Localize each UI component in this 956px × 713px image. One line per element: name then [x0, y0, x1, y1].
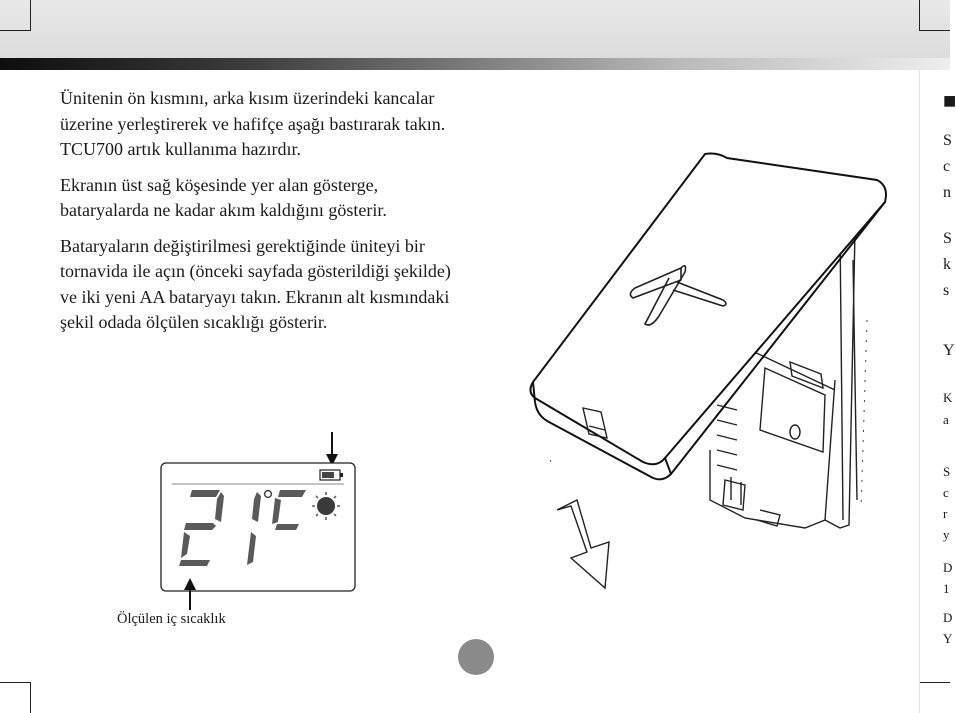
next-page-edge — [943, 80, 956, 713]
paragraph-battery-replace: Bataryaların değiştirilmesi gerektiğinde üniteyi bir tornavida ile açın (önceki sayfada gösterildiği şekilde) ve iki yeni AA bataryayı takın. Ekranın alt kısmındaki şekil odada ölçülen sıcaklığı gösterir. — [60, 235, 451, 332]
next-page-glyph: Y — [943, 342, 955, 359]
crop-mark-top-right — [919, 0, 950, 31]
next-page-glyph: K — [943, 390, 953, 405]
crop-mark-top-left — [0, 0, 31, 31]
page-header-band — [0, 0, 950, 58]
figure-caption: Ölçülen iç sıcaklık — [117, 611, 226, 627]
next-page-glyph: k — [943, 256, 951, 273]
paragraph-battery-indicator: Ekranın üst sağ köşesinde yer alan gösterge, bataryalarda ne kadar akım kaldığını gösterir. — [60, 174, 387, 220]
next-page-glyph: n — [943, 184, 951, 201]
lcd-display-figure — [160, 462, 356, 592]
next-page-glyph: s — [943, 282, 950, 299]
next-page-glyph: c — [943, 158, 951, 175]
thermostat-device-illustration — [505, 140, 880, 600]
next-page-glyph: r — [943, 506, 948, 521]
next-page-glyph: D — [943, 560, 953, 575]
next-page-glyph: D — [943, 610, 953, 625]
crop-mark-bottom-left — [0, 682, 31, 713]
next-page-heading-glyph: ■ — [943, 88, 956, 113]
page-edge-divider — [919, 70, 920, 713]
page-number-badge — [458, 639, 494, 675]
temperature-arrow — [180, 578, 200, 612]
next-page-glyph: S — [943, 132, 952, 149]
next-page-glyph: Y — [943, 631, 953, 646]
instruction-text — [60, 86, 460, 346]
header-gradient-bar — [0, 58, 950, 70]
next-page-glyph: S — [943, 464, 951, 479]
next-page-glyph: a — [943, 412, 949, 427]
next-page-glyph: c — [943, 485, 949, 500]
next-page-glyph: y — [943, 527, 950, 542]
next-page-glyph: 1 — [943, 581, 950, 596]
open-direction-arrow — [557, 500, 609, 588]
next-page-glyph: S — [943, 230, 952, 247]
paragraph-attach-front: Ünitenin ön kısmını, arka kısım üzerindeki kancalar üzerine yerleştirerek ve hafifçe aşağı bastırarak takın. TCU700 artık kullanıma hazırdır. — [60, 88, 446, 159]
